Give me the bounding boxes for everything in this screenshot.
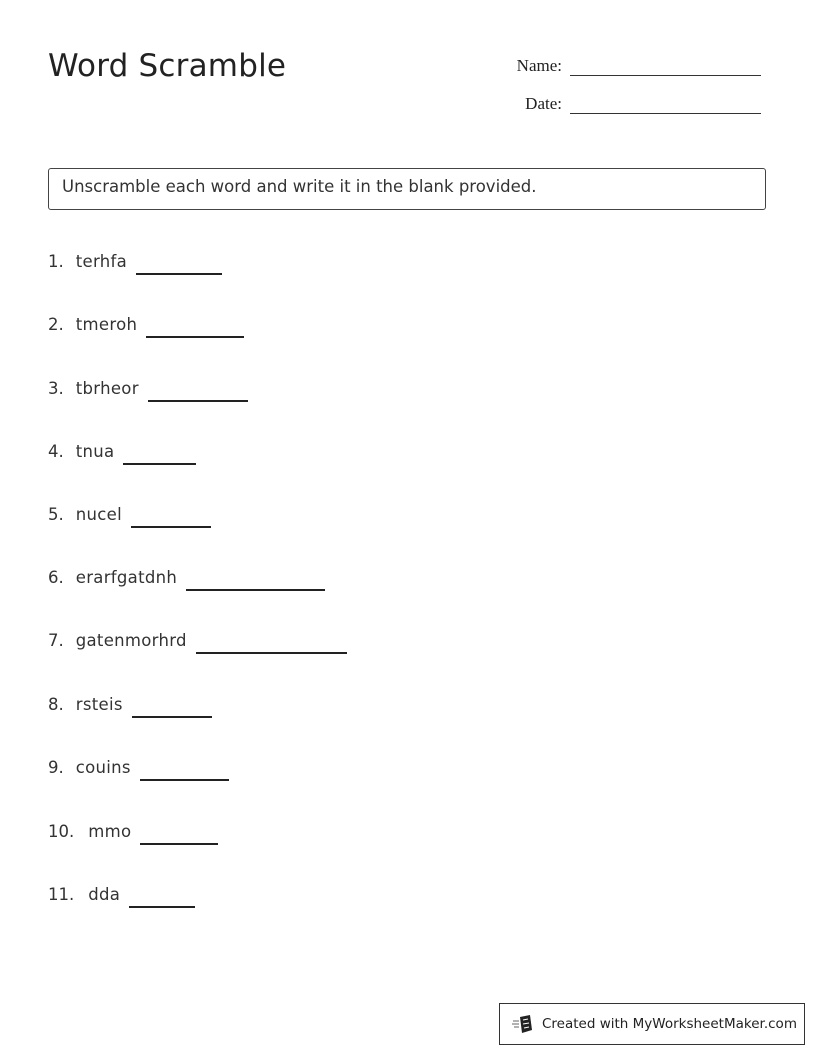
scrambled-word: tmeroh [75,315,138,334]
item-number: 4. [48,442,64,461]
scrambled-word: gatenmorhrd [75,631,187,650]
word-item [48,758,229,777]
word-item [48,505,211,524]
word-item [48,379,248,398]
scrambled-word: tnua [75,442,115,461]
name-field [472,55,761,76]
date-blank-line[interactable] [570,93,761,114]
scrambled-word: nucel [75,505,122,524]
item-number: 11. [48,885,75,904]
answer-blank[interactable] [146,335,244,338]
scrambled-word: erarfgatdnh [75,568,178,587]
word-item [48,822,218,841]
item-number: 9. [48,758,64,777]
name-label: Name: [516,56,562,75]
scrambled-word: rsteis [75,695,123,714]
answer-blank[interactable] [140,842,218,845]
item-number: 6. [48,568,64,587]
answer-blank[interactable] [131,525,211,528]
word-item [48,568,325,587]
scrambled-word: terhfa [75,252,128,271]
scrambled-word: tbrheor [75,379,139,398]
answer-blank[interactable] [136,272,222,275]
item-number: 2. [48,315,64,334]
word-item [48,315,244,334]
word-item [48,695,212,714]
date-label: Date: [525,94,562,113]
answer-blank[interactable] [132,715,212,718]
word-item [48,252,222,271]
word-item [48,442,196,461]
scrambled-word: couins [75,758,131,777]
item-number: 7. [48,631,64,650]
word-item [48,631,347,650]
answer-blank[interactable] [140,778,229,781]
scrambled-word: mmo [88,822,132,841]
word-item [48,885,195,904]
answer-blank[interactable] [186,588,325,591]
answer-blank[interactable] [196,651,347,654]
page-title: Word Scramble [48,48,287,84]
date-field [472,93,761,114]
worksheet-maker-logo-icon [512,1014,536,1034]
name-blank-line[interactable] [570,55,761,76]
item-number: 3. [48,379,64,398]
answer-blank[interactable] [129,905,195,908]
footer-text: Created with MyWorksheetMaker.com [542,1016,797,1032]
item-number: 5. [48,505,64,524]
answer-blank[interactable] [123,462,196,465]
answer-blank[interactable] [148,399,248,402]
footer-credit [499,1003,805,1045]
item-number: 8. [48,695,64,714]
instructions-box: Unscramble each word and write it in the blank provided. [48,168,766,210]
item-number: 1. [48,252,64,271]
item-number: 10. [48,822,75,841]
scrambled-word: dda [88,885,121,904]
